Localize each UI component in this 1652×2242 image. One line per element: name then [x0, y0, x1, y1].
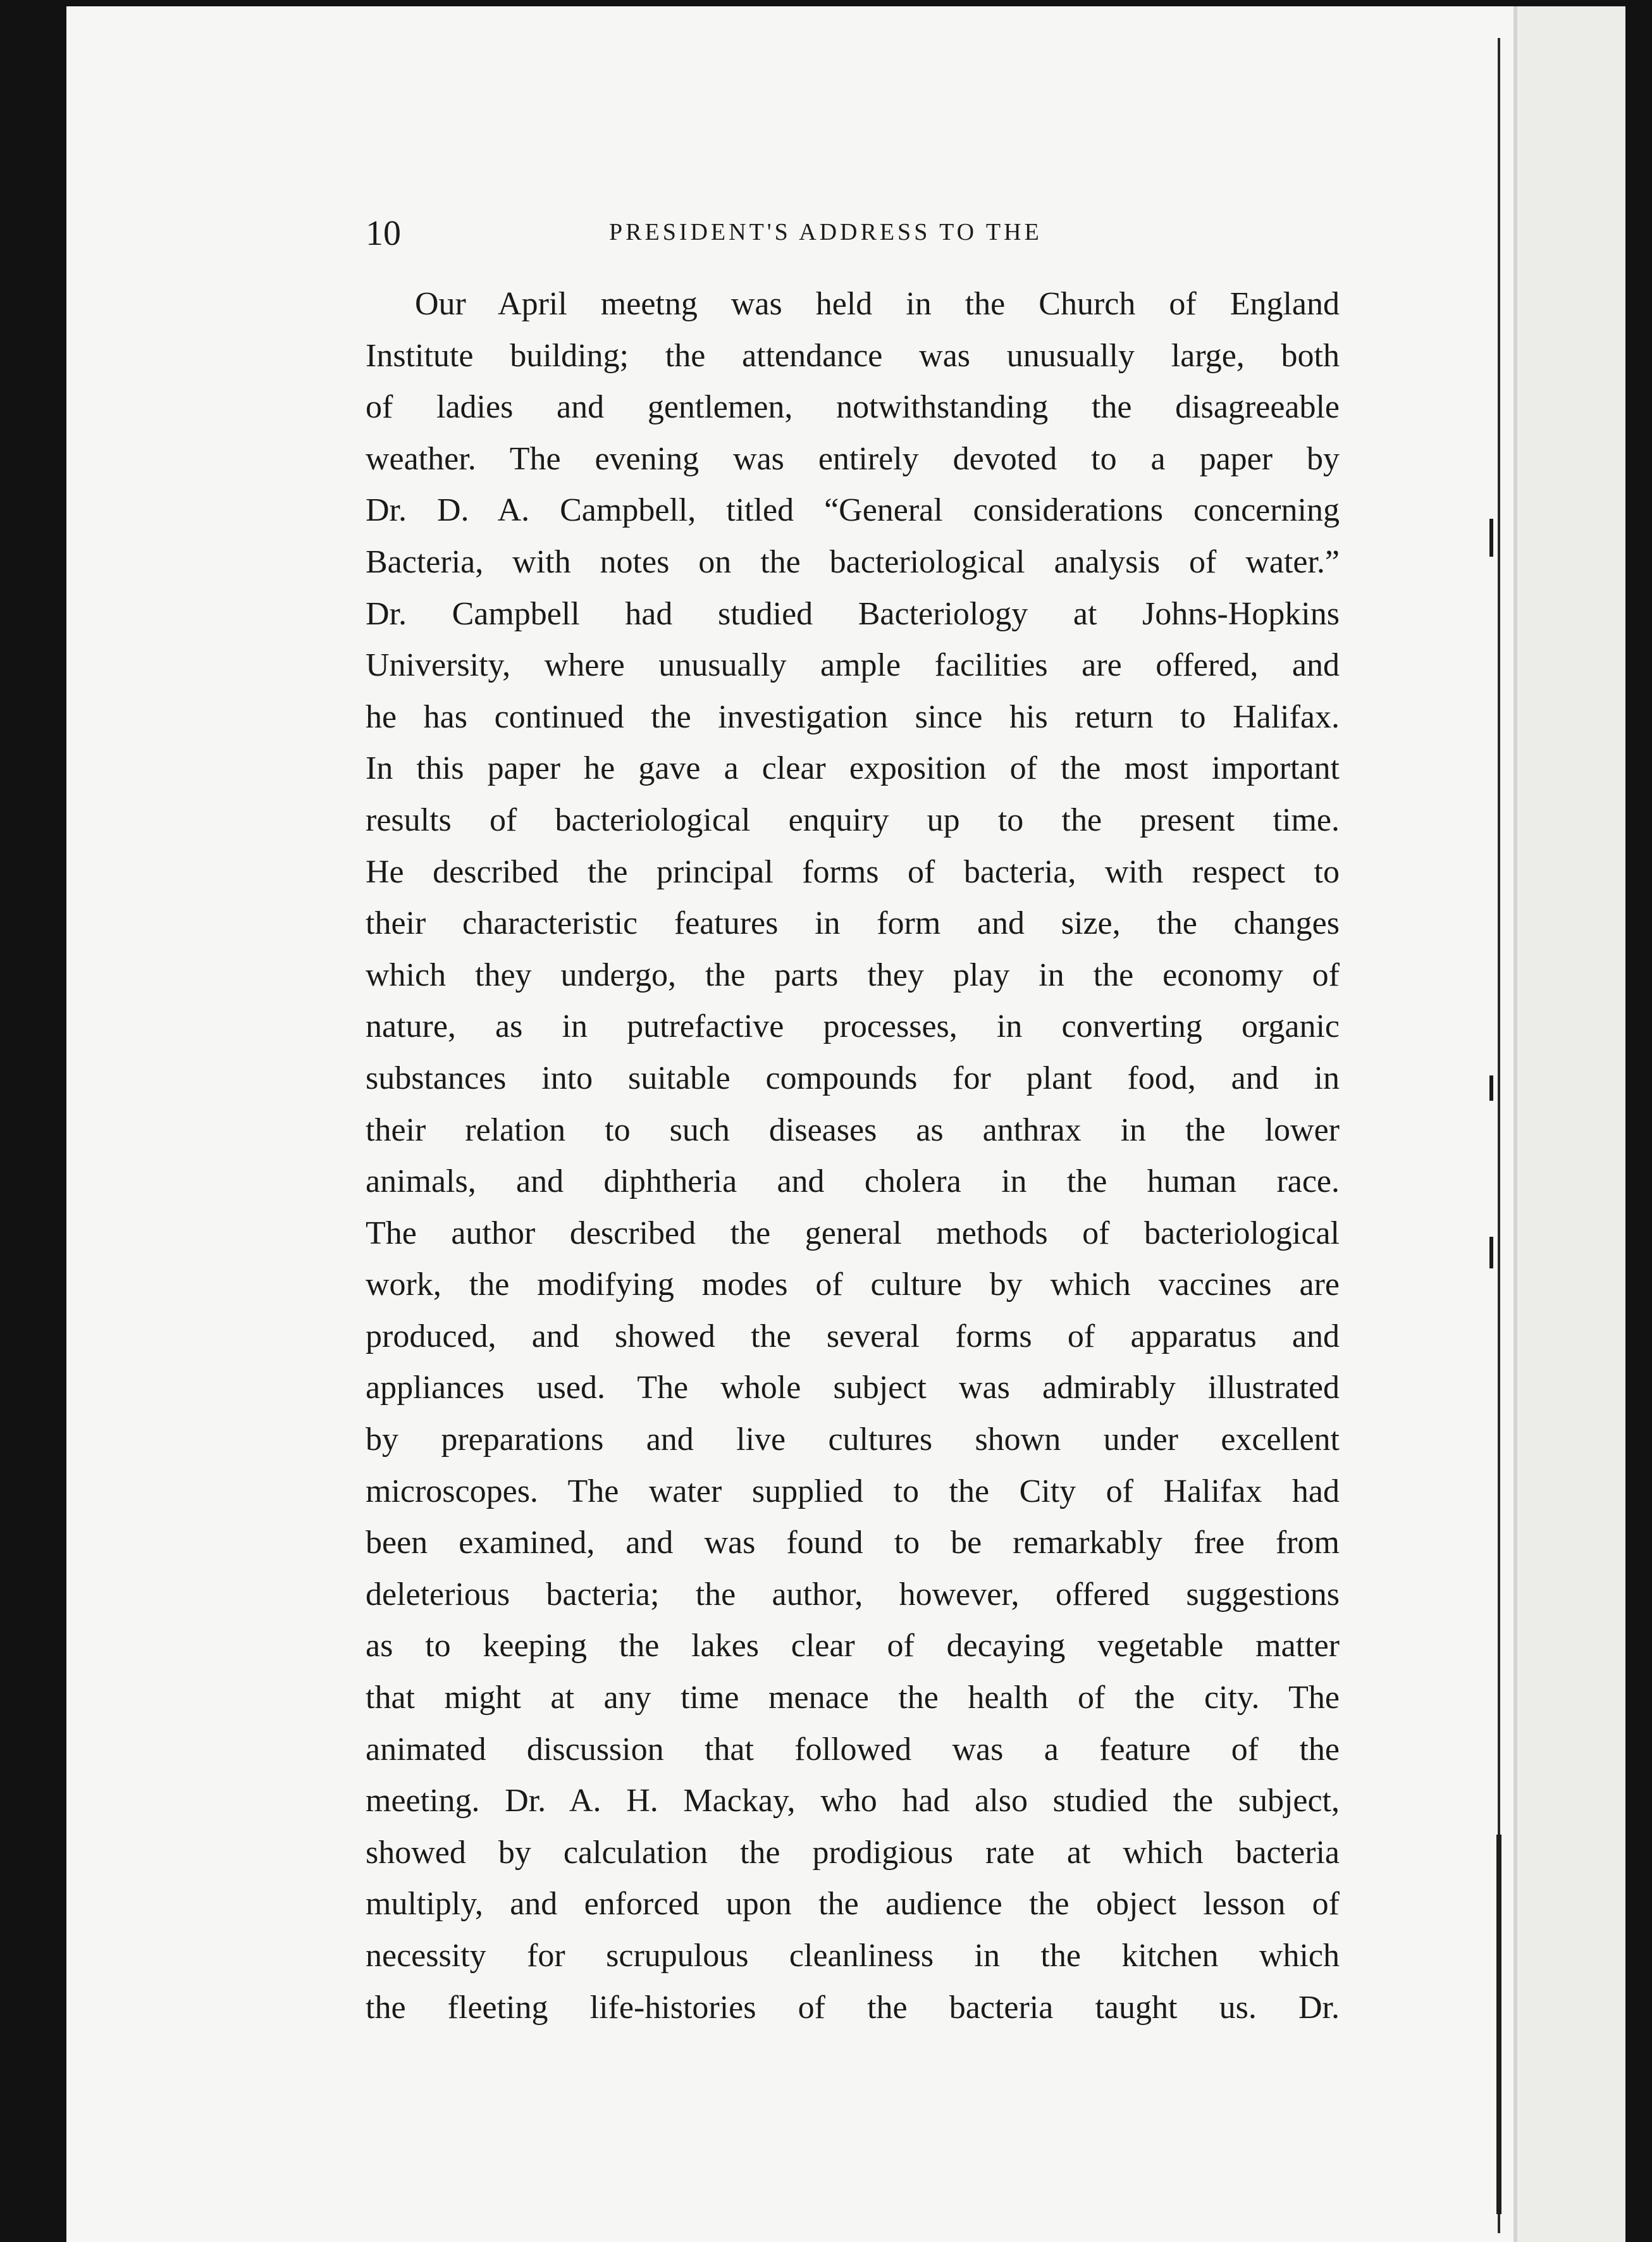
- text-line: of ladies and gentlemen, notwithstanding the disagreeable: [366, 389, 1340, 426]
- text-line: which they undergo, the parts they play in the economy of: [366, 957, 1340, 993]
- text-line: as to keeping the lakes clear of decaying vegetable matter: [366, 1628, 1340, 1664]
- text-line: showed by calculation the prodigious rate at which bacteria: [366, 1834, 1340, 1871]
- page-number: 10: [366, 214, 401, 253]
- text-line: animated discussion that followed was a feature of the: [366, 1731, 1340, 1768]
- text-line: he has continued the investigation since his return to Halifax.: [366, 698, 1340, 735]
- text-line: Institute building; the attendance was unusually large, both: [366, 337, 1340, 374]
- text-line: weather. The evening was entirely devoted to a paper by: [366, 440, 1340, 477]
- text-line: been examined, and was found to be remarkably free from: [366, 1525, 1340, 1561]
- text-line: In this paper he gave a clear exposition of the most important: [366, 750, 1340, 787]
- running-head: [366, 213, 1403, 257]
- running-title: PRESIDENT'S ADDRESS TO THE: [609, 219, 1042, 245]
- text-line: results of bacteriological enquiry up to the present time.: [366, 802, 1340, 838]
- text-line: The author described the general methods of bacteriological: [366, 1215, 1340, 1251]
- text-line: work, the modifying modes of culture by which vaccines are: [366, 1267, 1340, 1303]
- text-line: meeting. Dr. A. H. Mackay, who had also studied the subject,: [366, 1783, 1340, 1819]
- edge-mark: [1489, 519, 1493, 557]
- text-line: necessity for scrupulous cleanliness in the kitchen which: [366, 1938, 1340, 1974]
- text-line: Dr. Campbell had studied Bacteriology at Johns-Hopkins: [366, 595, 1340, 632]
- text-line: by preparations and live cultures shown under excellent: [366, 1421, 1340, 1458]
- binding-shadow: [1496, 1835, 1501, 2214]
- text-line: appliances used. The whole subject was admirably illustrated: [366, 1370, 1340, 1406]
- text-line: deleterious bacteria; the author, however, offered suggestions: [366, 1576, 1340, 1613]
- text-line: animals, and diphtheria and cholera in the human race.: [366, 1163, 1340, 1200]
- text-line: multiply, and enforced upon the audience the object lesson of: [366, 1886, 1340, 1923]
- text-line: Dr. D. A. Campbell, titled “General considerations concerning: [366, 492, 1340, 529]
- text-line: microscopes. The water supplied to the City of Halifax had: [366, 1473, 1340, 1509]
- text-line: University, where unusually ample facilities are offered, and: [366, 647, 1340, 684]
- text-line: Our April meetng was held in the Church of England: [415, 286, 1340, 322]
- edge-mark: [1489, 1075, 1493, 1101]
- text-line: the fleeting life-histories of the bacteria taught us. Dr.: [366, 1989, 1340, 2026]
- text-line: nature, as in putrefactive processes, in converting organic: [366, 1008, 1340, 1045]
- text-line: that might at any time menace the health of the city. The: [366, 1680, 1340, 1716]
- text-line: substances into suitable compounds for plant food, and in: [366, 1060, 1340, 1096]
- page-gutter: [1513, 6, 1517, 2242]
- text-line: produced, and showed the several forms of apparatus and: [366, 1318, 1340, 1354]
- text-line: their characteristic features in form and size, the changes: [366, 905, 1340, 942]
- text-line: their relation to such diseases as anthrax in the lower: [366, 1112, 1340, 1148]
- text-line: He described the principal forms of bacteria, with respect to: [366, 853, 1340, 890]
- facing-page-edge: [1515, 6, 1625, 2242]
- edge-mark: [1489, 1237, 1493, 1268]
- text-line: Bacteria, with notes on the bacteriological analysis of water.”: [366, 543, 1340, 580]
- body-paragraph: [366, 278, 1340, 2033]
